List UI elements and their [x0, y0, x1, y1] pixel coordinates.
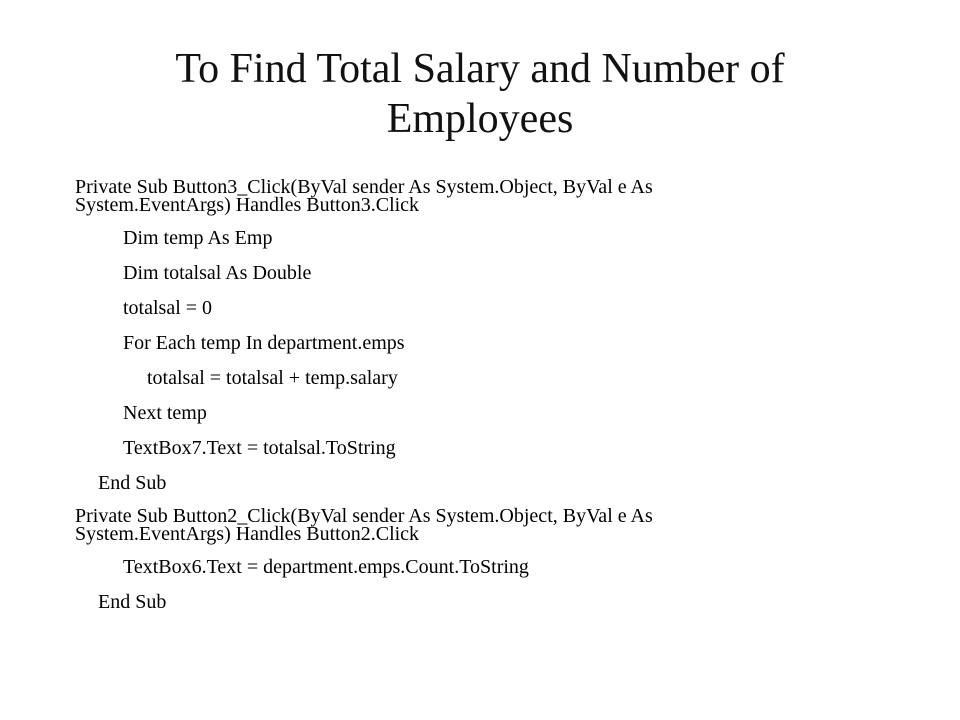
code-line-next-temp: Next temp	[123, 402, 207, 424]
sub1-signature	[75, 178, 935, 214]
code-line-end-sub-1: End Sub	[98, 472, 167, 494]
code-line-assign-textbox7: TextBox7.Text = totalsal.ToString	[123, 437, 396, 459]
sub1-signature-line-2: System.EventArgs) Handles Button3.Click	[75, 194, 420, 216]
code-line-dim-temp: Dim temp As Emp	[123, 227, 273, 249]
code-line-accumulate: totalsal = totalsal + temp.salary	[147, 367, 398, 389]
slide-title	[40, 44, 920, 144]
sub1-signature-line-1: Private Sub Button3_Click(ByVal sender As System.Object, ByVal e As	[75, 176, 653, 198]
sub2-signature-line-2: System.EventArgs) Handles Button2.Click	[75, 523, 420, 545]
slide-title-line-1: To Find Total Salary and Number of	[175, 46, 785, 92]
code-line-end-sub-2: End Sub	[98, 591, 167, 613]
sub2-signature	[75, 507, 935, 543]
code-line-dim-totalsal: Dim totalsal As Double	[123, 262, 312, 284]
code-line-init-totalsal: totalsal = 0	[123, 297, 213, 319]
code-block	[75, 178, 935, 626]
code-line-for-each: For Each temp In department.emps	[123, 332, 405, 354]
slide-title-line-2: Employees	[386, 96, 574, 142]
sub2-signature-line-1: Private Sub Button2_Click(ByVal sender As System.Object, ByVal e As	[75, 505, 653, 527]
code-line-assign-textbox6: TextBox6.Text = department.emps.Count.ToString	[123, 556, 529, 578]
